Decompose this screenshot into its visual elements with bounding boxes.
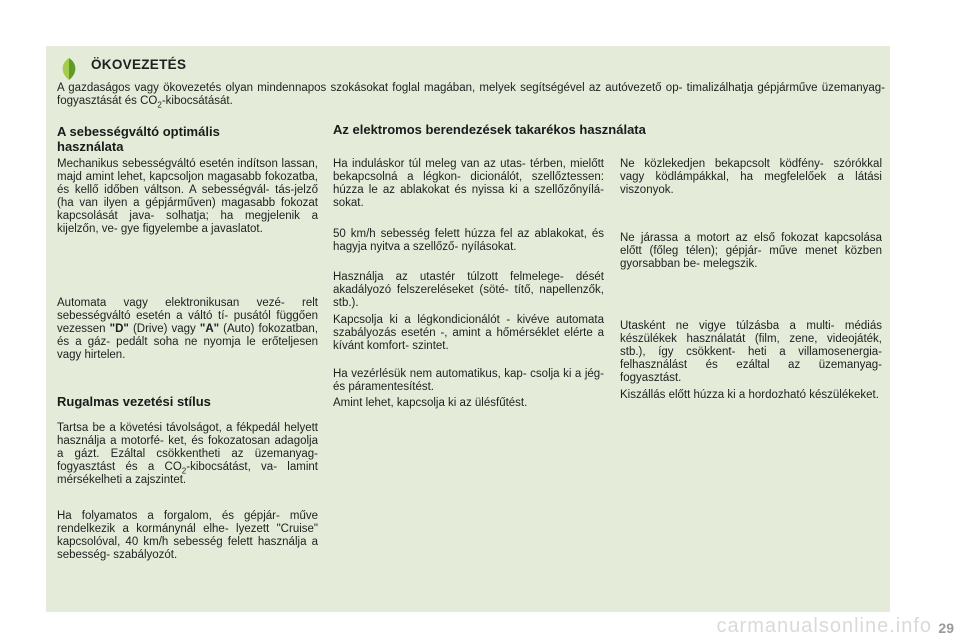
page-number: 29 <box>938 620 954 636</box>
section-heading-driving-style: Rugalmas vezetési stílus <box>57 394 211 409</box>
electrical-paragraph-7: Ne közlekedjen bekapcsolt ködfény- szórókkal vagy ködlámpákkal, ha megfelelőek a látási viszonyok. <box>620 158 882 196</box>
electrical-paragraph-8: Ne járassa a motort az első fokozat kapcsolása előtt (főleg télen); gépjár- műve menet közben gyorsabban be- melegszik. <box>620 232 882 270</box>
electrical-paragraph-6: Amint lehet, kapcsolja ki az ülésfűtést. <box>333 397 528 409</box>
gearbox-paragraph-1: Mechanikus sebességváltó esetén indítson lassan, majd amint lehet, kapcsoljon magasabb fokozatba, és kellő időben váltson. A sebességvál- tás-jelző (ha van ilyen a gépjárműven) magasabb fokozat kapcsolását java- solhatja; ha megjelenik a kijelzőn, ve- gye figyelembe a javaslatot. <box>57 158 318 235</box>
electrical-paragraph-2: 50 km/h sebesség felett húzza fel az ablakokat, és hagyja nyitva a szellőző- nyílásokat. <box>333 228 604 253</box>
electrical-paragraph-3: Használja az utastér túlzott felmelege- dését akadályozó felszereléseket (söté- títő, napellenzők, stb.). <box>333 271 604 309</box>
section-heading-gearbox: A sebességváltó optimális használata <box>57 124 220 154</box>
gearbox-paragraph-2: Automata vagy elektronikusan vezé- relt sebességváltó esetén a váltó tí- pusától függően vezessen "D" (Drive) vagy "A" (Auto) fokozatban, és a gáz- pedált soha ne nyomja le erőteljesen vagy hirtelen. <box>57 297 319 361</box>
electrical-paragraph-1: Ha induláskor túl meleg van az utas- térben, mielőtt bekapcsolná a légkon- dicionálót, szellőztessen: húzza le az ablakokat és nyissa ki a szellőzőnyílá- sokat. <box>333 158 604 209</box>
page-title: ÖKOVEZETÉS <box>91 57 187 72</box>
electrical-paragraph-10: Kiszállás előtt húzza ki a hordozható készülékeket. <box>620 389 879 401</box>
driving-style-paragraph-2: Ha folyamatos a forgalom, és gépjár- műve rendelkezik a kormánynál elhe- lyezett "Cruise" kapcsolóval, 40 km/h sebesség felett használja a sebesség- szabályozót. <box>57 510 318 561</box>
electrical-paragraph-4: Kapcsolja ki a légkondicionálót - kivéve automata szabályozás esetén -, amint a hőmérséklet elérte a kívánt komfort- szintet. <box>333 314 604 352</box>
section-heading-electrical: Az elektromos berendezések takarékos használata <box>333 122 646 137</box>
electrical-paragraph-5: Ha vezérlésük nem automatikus, kap- csolja ki a jég- és páramentesítést. <box>333 368 604 393</box>
section-gearbox <box>57 124 318 154</box>
eco-leaf-icon <box>58 57 80 81</box>
electrical-paragraph-9: Utasként ne vigye túlzásba a multi- médiás készülékek használatát (film, zene, videojáték, stb.), így csökkent- heti a villamosenergia-felhasználást és ezáltal az üzemanyag-fogyasztást. <box>620 320 882 384</box>
watermark: carmanualsonline.info <box>716 615 932 637</box>
intro-paragraph: A gazdaságos vagy ökovezetés olyan mindennapos szokásokat foglal magában, melyek segítségével az autóvezető op- timalizálhatja gépjárművе üzemanyag-fogyasztását és $CO_2$-kibocsátását. <box>57 82 885 110</box>
driving-style-paragraph-1: Tartsa be a követési távolságot, a fékpedál helyett használja a motorfé- ket, és fokozatosan adagolja a gázt. Ezáltal csökkentheti az üzemanyag- fogyasztást és a $CO_2$-kibocsátást, va- lamint mérsékelheti a zajszintet. <box>57 422 318 486</box>
